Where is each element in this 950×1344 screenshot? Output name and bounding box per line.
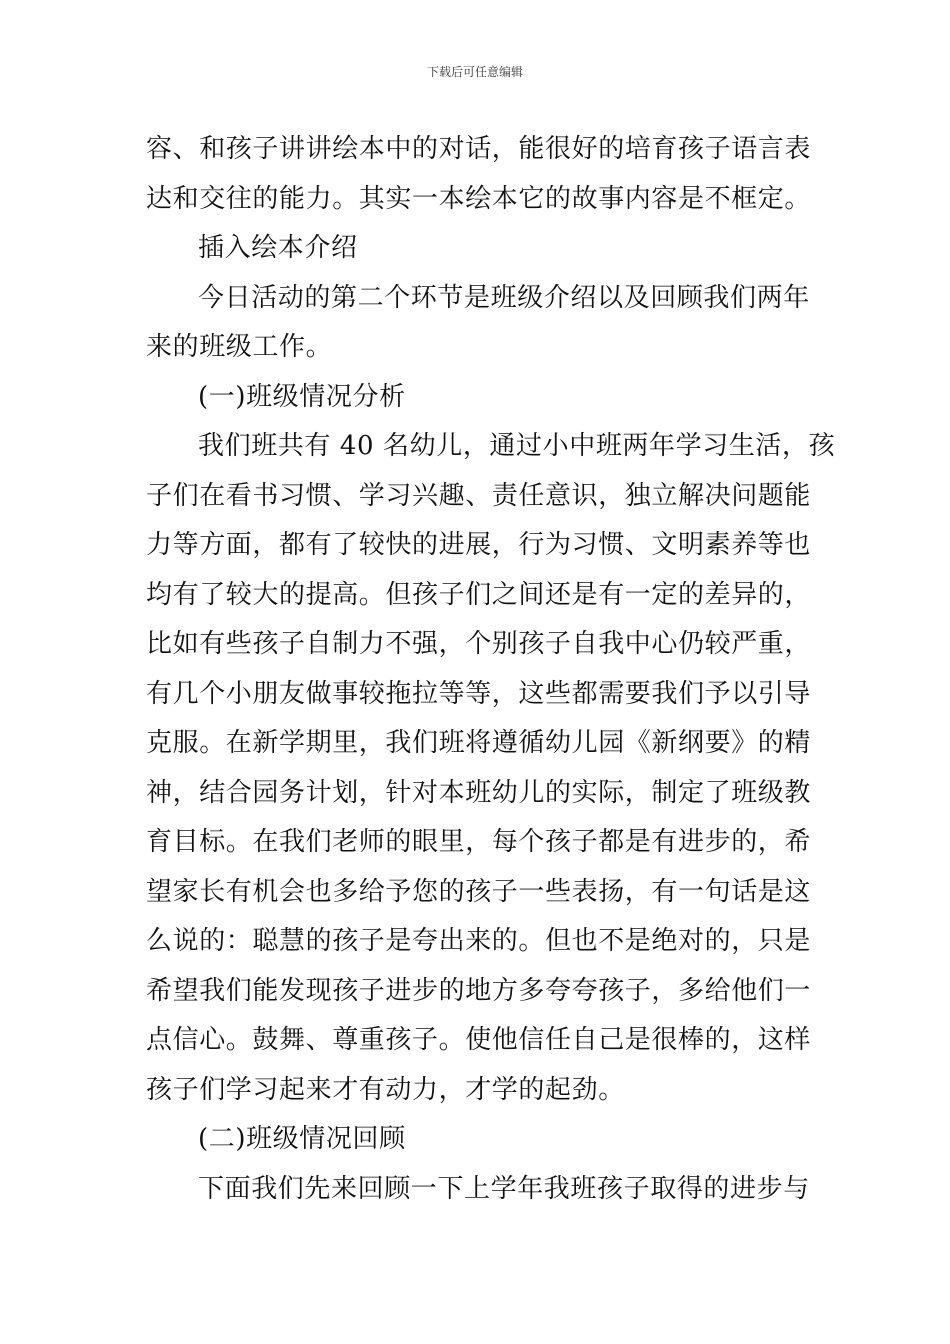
body-line: 孩子们学习起来才有动力，才学的起劲。 — [146, 1074, 625, 1105]
body-line: 么说的：聪慧的孩子是夸出来的。但也不是绝对的，只是 — [146, 926, 812, 956]
body-line: 来的班级工作。 — [146, 332, 333, 362]
section-heading: 插入绘本介绍 — [198, 233, 358, 263]
body-line: 子们在看书习惯、学习兴趣、责任意识，独立解决问题能 — [146, 480, 812, 511]
paragraph-start: 今日活动的第二个环节是班级介绍以及回顾我们两年 — [198, 282, 810, 313]
paragraph-start: 下面我们先来回顾一下上学年我班孩子取得的进步与 — [198, 1173, 810, 1204]
body-line: 均有了较大的提高。但孩子们之间还是有一定的差异的， — [146, 579, 812, 610]
body-line: 有几个小朋友做事较拖拉等等，这些都需要我们予以引导 — [146, 678, 812, 709]
section-heading: (二)班级情况回顾 — [198, 1124, 406, 1154]
body-line: 力等方面，都有了较快的进展，行为习惯、文明素养等也 — [146, 530, 812, 560]
body-line: 点信心。鼓舞、尊重孩子。使他信任自己是很棒的，这样 — [146, 1025, 812, 1055]
body-line: 容、和孩子讲讲绘本中的对话，能很好的培育孩子语言表 — [146, 134, 812, 164]
body-line: 达和交往的能力。其实一本绘本它的故事内容是不框定。 — [146, 183, 812, 214]
page-header: 下载后可任意编辑 — [426, 65, 523, 79]
body-line: 比如有些孩子自制力不强，个别孩子自我中心仍较严重， — [146, 629, 812, 659]
paragraph-start: 我们班共有 40 名幼儿，通过小中班两年学习生活，孩 — [198, 431, 836, 461]
body-line: 希望我们能发现孩子进步的地方多夸夸孩子，多给他们一 — [146, 975, 812, 1006]
document-body — [146, 125, 836, 1214]
body-line: 育目标。在我们老师的眼里，每个孩子都是有进步的，希 — [146, 827, 812, 857]
body-line: 克服。在新学期里，我们班将遵循幼儿园《新纲要》的精 — [146, 728, 812, 758]
section-heading: (一)班级情况分析 — [198, 381, 406, 412]
body-line: 望家长有机会也多给予您的孩子一些表扬，有一句话是这 — [146, 876, 812, 907]
body-line: 神，结合园务计划，针对本班幼儿的实际，制定了班级教 — [146, 777, 812, 808]
